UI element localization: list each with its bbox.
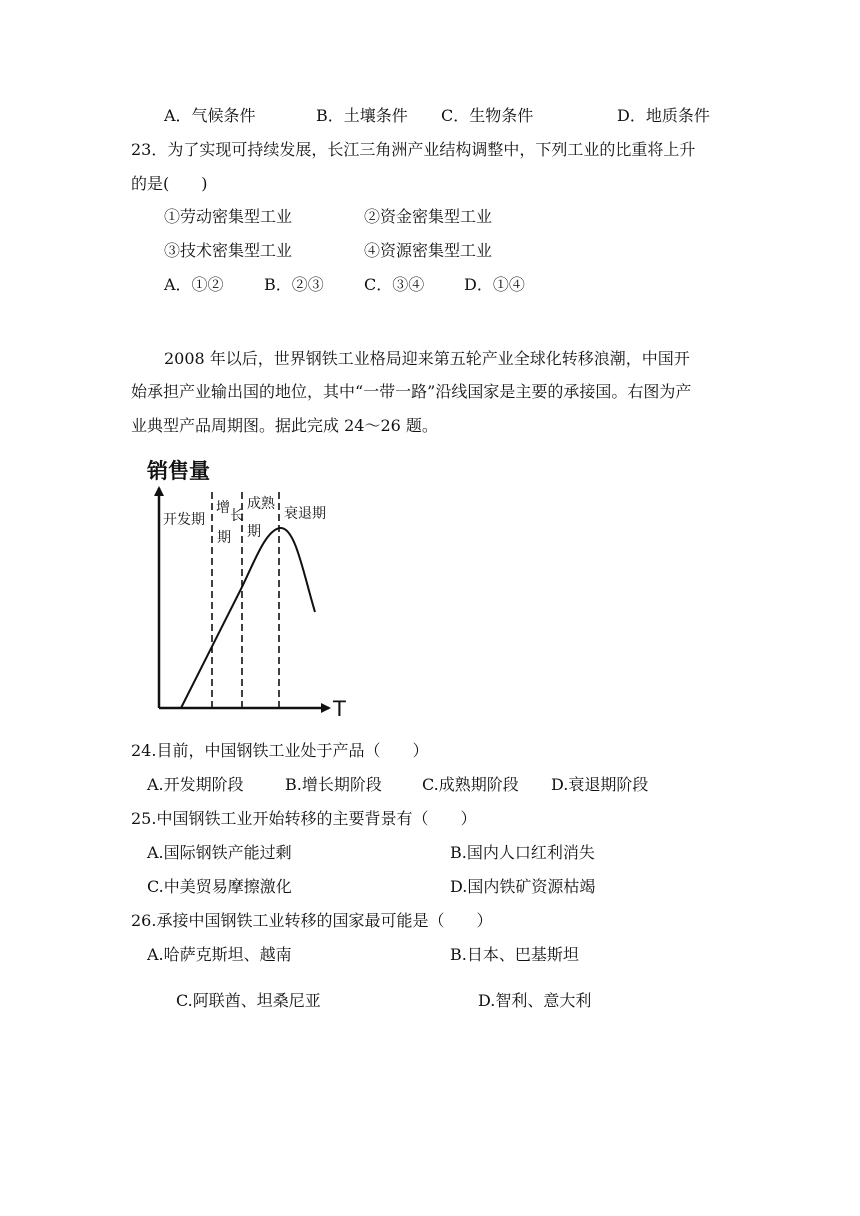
q23-item-1: ①劳动密集型工业	[164, 207, 293, 226]
q25-option-b: B.国内人口红利消失	[450, 843, 595, 862]
q25-stem: 25.中国钢铁工业开始转移的主要背景有（ ）	[131, 809, 477, 828]
q26-stem: 26.承接中国钢铁工业转移的国家最可能是（ ）	[131, 911, 493, 930]
x-axis-label: T	[333, 697, 346, 721]
q23-option-c: C．③④	[364, 275, 425, 294]
q23-item-2: ②资金密集型工业	[364, 207, 493, 226]
stage-label-mature-1: 成熟	[247, 496, 275, 512]
product-cycle-figure	[143, 452, 353, 722]
q22-option-c: C．生物条件	[441, 106, 534, 125]
q26-option-c: C.阿联酋、坦桑尼亚	[176, 991, 321, 1010]
q23-stem-line2: 的是( )	[131, 174, 208, 193]
q23-item-3: ③技术密集型工业	[164, 241, 293, 260]
q24-option-c: C.成熟期阶段	[422, 775, 519, 794]
stage-label-development: 开发期	[163, 512, 205, 528]
stage-label-decline: 衰退期	[284, 506, 326, 522]
q26-option-d: D.智利、意大利	[478, 991, 592, 1010]
stage-label-growth-3: 期	[217, 530, 231, 546]
q23-item-4: ④资源密集型工业	[364, 241, 493, 260]
stage-label-growth-1: 增	[216, 500, 230, 516]
passage-line-2: 始承担产业输出国的地位，其中“一带一路”沿线国家是主要的承接国。右图为产	[131, 382, 692, 401]
q24-stem: 24.目前，中国钢铁工业处于产品（ ）	[131, 741, 429, 760]
stage-label-growth-2: 长	[230, 508, 244, 524]
y-axis-label: 销售量	[147, 459, 210, 483]
q23-option-a: A．①②	[164, 275, 224, 294]
q24-option-a: A.开发期阶段	[147, 775, 244, 794]
passage-line-1: 2008 年以后，世界钢铁工业格局迎来第五轮产业全球化转移浪潮，中国开	[164, 349, 690, 368]
q26-option-b: B.日本、巴基斯坦	[450, 945, 579, 964]
stage-label-mature-2: 期	[247, 524, 261, 540]
q22-option-b: B．土壤条件	[316, 106, 408, 125]
passage-line-3: 业典型产品周期图。据此完成 24～26 题。	[131, 416, 438, 435]
q25-option-d: D.国内铁矿资源枯竭	[450, 877, 596, 896]
q23-stem-line1: 23．为了实现可持续发展，长江三角洲产业结构调整中，下列工业的比重将上升	[131, 140, 696, 159]
q23-option-b: B．②③	[264, 275, 324, 294]
q24-option-b: B.增长期阶段	[285, 775, 382, 794]
product-cycle-curve	[181, 528, 315, 708]
q23-option-d: D．①④	[464, 275, 525, 294]
q22-option-d: D．地质条件	[617, 106, 710, 125]
q25-option-c: C.中美贸易摩擦激化	[147, 877, 292, 896]
q26-option-a: A.哈萨克斯坦、越南	[147, 945, 292, 964]
q25-option-a: A.国际钢铁产能过剩	[147, 843, 292, 862]
q24-option-d: D.衰退期阶段	[551, 775, 649, 794]
q22-option-a: A．气候条件	[164, 106, 256, 125]
